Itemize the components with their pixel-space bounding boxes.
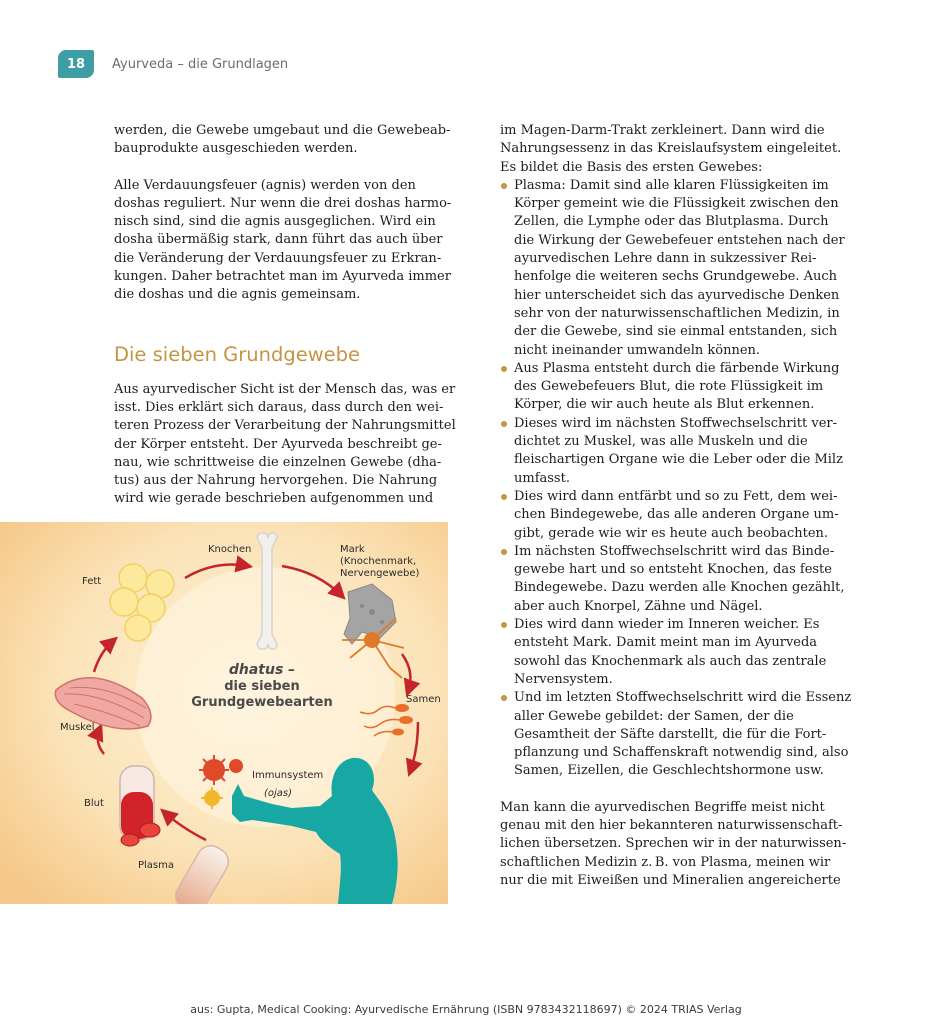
right-column (500, 122, 852, 890)
dhatu-list (500, 177, 852, 781)
diagram-title-line-1: dhatus – (228, 662, 296, 678)
label-immunsystem: Immunsystem (252, 770, 324, 781)
dhatus-diagram (0, 522, 448, 904)
label-fett: Fett (82, 576, 102, 587)
source-footer: aus: Gupta, Medical Cooking: Ayurvedische Ernährung (ISBN 9783432118697) © 2024 TRIAS Verlag (190, 1003, 742, 1016)
diagram-title-line-2: die sieben (224, 679, 300, 694)
left-column (114, 122, 456, 509)
right-intro: im Magen-Darm-Trakt zerkleinert. Dann wird die Nahrungsessenz in das Kreislaufsystem eingeleitet. Es bildet die Basis des ersten Gewebes: (500, 123, 842, 175)
list-item: Dieses wird im nächsten Stoffwechselschritt verdichtet zu Muskel, was alle Muskeln und die fleischartigen Organe wie die Leber oder die Milz umfasst. (500, 415, 852, 488)
right-final-paragraph: Man kann die ayurvedischen Begriffe meist nicht genau mit den hier bekannteren naturwissenschaftlichen übersetzen. Sprechen wir in der naturwissenschaftlichen Medizin z. B. von Plasma, meinen wir nur die mit Eiweißen und Mineralien angereicherte (500, 799, 847, 888)
list-item: Dies wird dann wieder im Inneren weicher. Es entsteht Mark. Damit meint man im Ayurveda sowohl das Knochenmark als auch das zentrale Nervensystem. (500, 616, 852, 689)
label-samen: Samen (406, 694, 441, 705)
paragraph-1: werden, die Gewebe umgebaut und die Gewebeabbauprodukte ausgeschieden werden. (114, 123, 451, 157)
list-item: Aus Plasma entsteht durch die färbende Wirkung des Gewebefeuers Blut, die rote Flüssigkeit im Körper, die wir auch heute als Blut erkennen. (500, 360, 852, 415)
list-item: Und im letzten Stoffwechselschritt wird die Essenz aller Gewebe gebildet: der Samen, der die Gesamtheit der Säfte darstellt, die für die Fortpflanzung und Schaffenskraft notwendig sind, also Samen, Eizellen, die Geschlechtshormone usw. (500, 689, 852, 780)
paragraph-2: Alle Verdauungsfeuer (agnis) werden von den doshas reguliert. Nur wenn die drei doshas harmonisch sind, sind die agnis ausgeglichen. Wird ein dosha übermäßig stark, dann führt das auch über die Veränderung der Verdauungsfeuer zu Erkrankungen. Daher betrachtet man im Ayurveda immer die doshas und die agnis gemeinsam. (114, 177, 452, 303)
section-heading: Die sieben Grundgewebe (114, 342, 361, 366)
list-item: Plasma: Damit sind alle klaren Flüssigkeiten im Körper gemeint wie die Flüssigkeit zwischen den Zellen, die Lymphe oder das Blutplasma. Durch die Wirkung der Gewebefeuer entstehen nach der ayurvedischen Lehre dann in sukzessiver Reihenfolge die weiteren sechs Grundgewebe. Auch hier unterscheidet sich das ayurvedische Denken sehr von der naturwissenschaftlichen Medizin, in der die Gewebe, sind sie einmal entstanden, sich nicht ineinander umwandeln können. (500, 177, 852, 360)
diagram-title-line-3: Grundgewebearten (191, 695, 333, 710)
label-ojas: (ojas) (264, 788, 293, 799)
label-plasma: Plasma (138, 860, 175, 871)
dhatus-illustration (0, 522, 448, 904)
page-header (58, 50, 288, 78)
paragraph-3: Aus ayurvedischer Sicht ist der Mensch das, was er isst. Dies erklärt sich daraus, dass durch den weiteren Prozess der Verarbeitung der Nahrungsmittel der Körper entsteht. Der Ayurveda beschreibt genau, wie schrittweise die einzelnen Gewebe (dhatus) aus der Nahrung hervorgehen. Die Nahrung wird wie gerade beschrieben aufgenommen und (114, 381, 456, 507)
blood-tube-icon (120, 766, 160, 846)
running-head: Ayurveda – die Grundlagen (112, 56, 289, 72)
label-muskel: Muskel (60, 722, 95, 733)
label-knochen: Knochen (208, 544, 252, 555)
list-item: Im nächsten Stoffwechselschritt wird das Bindegewebe hart und so entsteht Knochen, das feste Bindegewebe. Dazu werden alle Knochen gezählt, aber auch Knorpel, Zähne und Nägel. (500, 543, 852, 616)
label-blut: Blut (84, 798, 104, 809)
label-mark-detail-1: (Knochenmark, (340, 556, 417, 567)
label-mark: Mark (340, 544, 365, 555)
list-item: Dies wird dann entfärbt und so zu Fett, dem weichen Bindegewebe, das alle anderen Organe umgibt, gerade wie wir es heute auch beobachten. (500, 488, 852, 543)
label-mark-detail-2: Nervengewebe) (340, 568, 420, 579)
page-number-badge: 18 (58, 50, 94, 78)
